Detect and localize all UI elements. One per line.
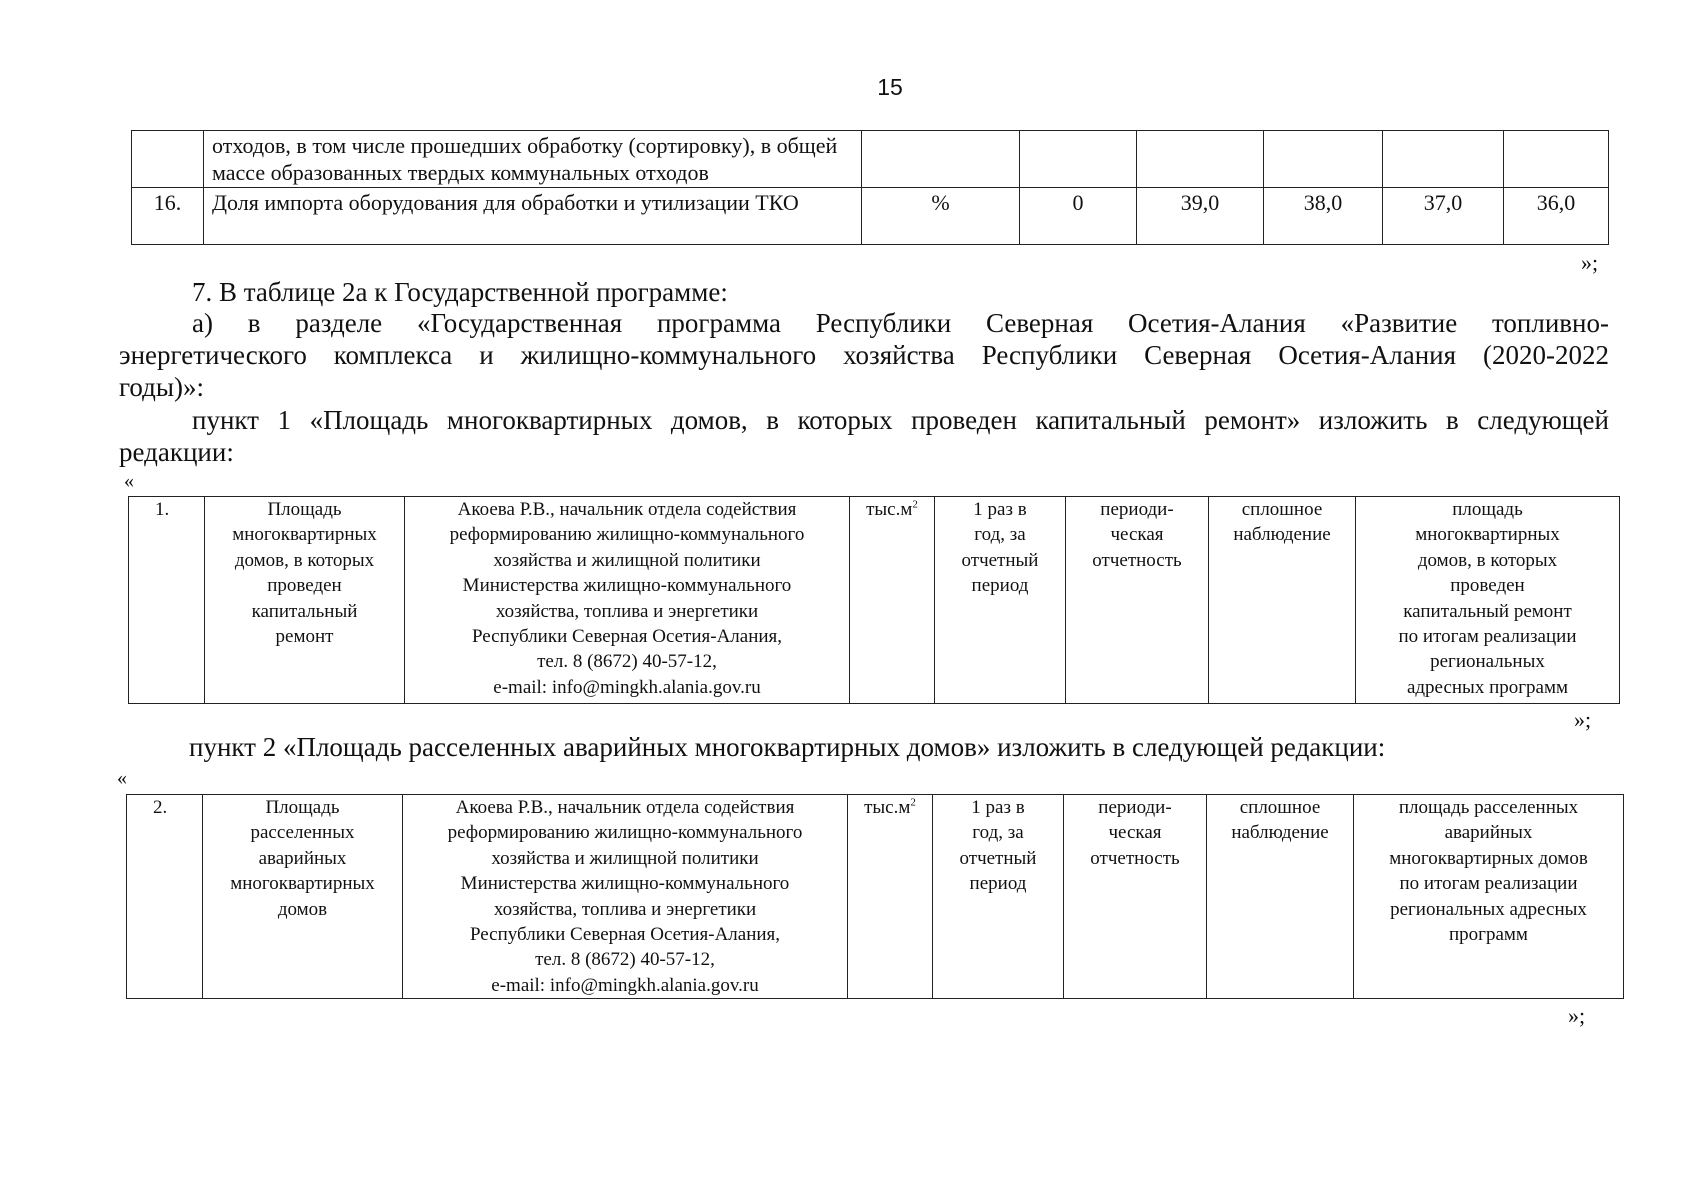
indicators-table-continuation [131, 130, 1609, 245]
value-cell [1383, 131, 1504, 188]
cell-line: Площадь [267, 499, 342, 520]
indicator-table-point-2 [126, 794, 1624, 999]
email-line: e-mail: info@mingkh.alania.gov.ru [493, 676, 761, 698]
cell-line: сплошное [1239, 797, 1321, 818]
cell-line: домов, в которых [234, 549, 375, 571]
cell-line: периоди- [1100, 499, 1174, 520]
indicator-name: отходов, в том числе прошедших обработку (сортировку), в общей массе образованных твердых коммунальных отходов [204, 131, 862, 188]
opening-quote: « [117, 767, 127, 789]
cell-line: отчетность [1090, 847, 1180, 869]
cell-line: домов, в которых [1417, 549, 1558, 571]
cell-line: хозяйства, топлива и энергетики [493, 898, 757, 920]
item-7-text: 7. В таблице 2а к Государственной программе: [192, 277, 728, 307]
point-1-text: редакции: [119, 437, 234, 467]
cell-line: наблюдение [1231, 822, 1329, 844]
frequency-cell [935, 497, 1066, 704]
email-line: e-mail: info@mingkh.alania.gov.ru [491, 974, 759, 996]
cell-line: сплошное [1241, 499, 1323, 520]
cell-line: ремонт [275, 626, 334, 648]
unit-superscript: 2 [910, 796, 916, 809]
cell-line: реформированию жилищно-коммунального [449, 524, 805, 546]
cell-line: Республики Северная Осетия-Алания, [469, 924, 781, 946]
value-cell: 39,0 [1137, 188, 1264, 245]
unit-cell [862, 131, 1020, 188]
item-a-line: а) в разделе «Государственная программа Республики Северная Осетия-Алания «Развитие топливно- [192, 308, 1609, 338]
cell-line: многоквартирных [1415, 524, 1560, 546]
cell-line: реформированию жилищно-коммунального [447, 822, 803, 844]
item-a-line: энергетического комплекса и жилищно-коммунального хозяйства Республики Северная Осетия-Алания (2020-2022 [119, 340, 1609, 370]
value-cell [1504, 131, 1609, 188]
cell-line: хозяйства и жилищной политики [493, 549, 761, 571]
cell-line: хозяйства, топлива и энергетики [495, 600, 759, 622]
cell-line: Акоева Р.В., начальник отдела содействия [457, 499, 797, 520]
cell-line: тел. 8 (8672) 40-57-12, [535, 949, 715, 971]
point-2-text: пункт 2 «Площадь расселенных аварийных многоквартирных домов» изложить в следующей редакции: [189, 732, 1386, 762]
value-cell [1020, 131, 1137, 188]
indicator-table-point-1 [128, 496, 1620, 704]
cell-line: ческая [1110, 524, 1164, 546]
cell-line: хозяйства и жилищной политики [491, 847, 759, 869]
cell-line: год, за [972, 822, 1024, 844]
indicator-name-cell [203, 795, 403, 999]
value-cell [1264, 131, 1383, 188]
point-1-text: пункт 1 «Площадь многоквартирных домов, в которых проведен капитальный ремонт» изложить в следующей [192, 405, 1609, 435]
cell-line: многоквартирных [232, 524, 377, 546]
frequency-cell [933, 795, 1064, 999]
table-row [127, 795, 1624, 999]
cell-line: период [969, 873, 1027, 895]
cell-line: региональных [1430, 651, 1545, 673]
row-number [132, 131, 204, 188]
cell-line: проведен [267, 575, 342, 597]
value-cell [1137, 131, 1264, 188]
cell-line: площадь [1452, 499, 1523, 520]
table-row [132, 188, 1609, 245]
cell-line: Акоева Р.В., начальник отдела содействия [455, 797, 795, 818]
cell-line: Площадь [265, 797, 340, 818]
cell-line: отчетный [961, 549, 1039, 571]
cell-line: аварийных [1444, 822, 1533, 844]
cell-line: наблюдение [1233, 524, 1331, 546]
page-number: 15 [877, 74, 903, 100]
opening-quote: « [124, 470, 134, 492]
unit-text: тыс.м [864, 797, 911, 818]
value-cell: 38,0 [1264, 188, 1383, 245]
coverage-cell [1209, 497, 1356, 704]
cell-line: год, за [974, 524, 1026, 546]
cell-line: проведен [1450, 575, 1525, 597]
cell-line: тел. 8 (8672) 40-57-12, [537, 651, 717, 673]
cell-line: Республики Северная Осетия-Алания, [471, 626, 783, 648]
cell-line: аварийных [258, 847, 347, 869]
cell-line: многоквартирных домов [1389, 847, 1588, 869]
cell-line: по итогам реализации [1399, 873, 1578, 895]
item-a-line: годы)»: [119, 372, 204, 402]
value-cell: 0 [1020, 188, 1137, 245]
cell-line: ческая [1108, 822, 1162, 844]
value-cell: 36,0 [1504, 188, 1609, 245]
row-number: 16. [132, 188, 204, 245]
unit-cell: % [862, 188, 1020, 245]
method-cell [1066, 497, 1209, 704]
method-cell [1064, 795, 1207, 999]
cell-line: расселенных [250, 822, 355, 844]
table-row [132, 131, 1609, 188]
indicator-name: Доля импорта оборудования для обработки и утилизации ТКО [204, 188, 862, 245]
closing-quote: »; [1568, 1003, 1586, 1028]
unit-text: тыс.м [866, 499, 913, 520]
cell-line: региональных адресных [1390, 898, 1587, 920]
cell-line: капитальный ремонт [1403, 600, 1572, 622]
responsible-cell [403, 795, 848, 999]
cell-line: Министерства жилищно-коммунального [462, 575, 792, 597]
cell-line: период [971, 575, 1029, 597]
cell-line: 1 раз в [971, 797, 1025, 818]
cell-line: капитальный [251, 600, 358, 622]
closing-quote: »; [1581, 250, 1599, 275]
unit-cell [850, 497, 935, 704]
row-number: 1. [129, 497, 205, 704]
cell-line: домов [277, 898, 328, 920]
cell-line: программ [1449, 924, 1528, 946]
unit-superscript: 2 [912, 498, 918, 511]
indicator-name-cell [205, 497, 405, 704]
cell-line: по итогам реализации [1398, 626, 1577, 648]
coverage-cell [1207, 795, 1354, 999]
cell-line: 1 раз в [973, 499, 1027, 520]
cell-line: отчетность [1092, 549, 1182, 571]
definition-cell [1356, 497, 1620, 704]
cell-line: площадь расселенных [1398, 797, 1579, 818]
cell-line: адресных программ [1406, 676, 1569, 698]
value-cell: 37,0 [1383, 188, 1504, 245]
row-number: 2. [127, 795, 203, 999]
cell-line: периоди- [1098, 797, 1172, 818]
unit-cell [848, 795, 933, 999]
responsible-cell [405, 497, 850, 704]
definition-cell [1354, 795, 1624, 999]
table-row [129, 497, 1620, 704]
cell-line: отчетный [959, 847, 1037, 869]
cell-line: многоквартирных [230, 873, 375, 895]
closing-quote: »; [1574, 707, 1592, 732]
cell-line: Министерства жилищно-коммунального [460, 873, 790, 895]
